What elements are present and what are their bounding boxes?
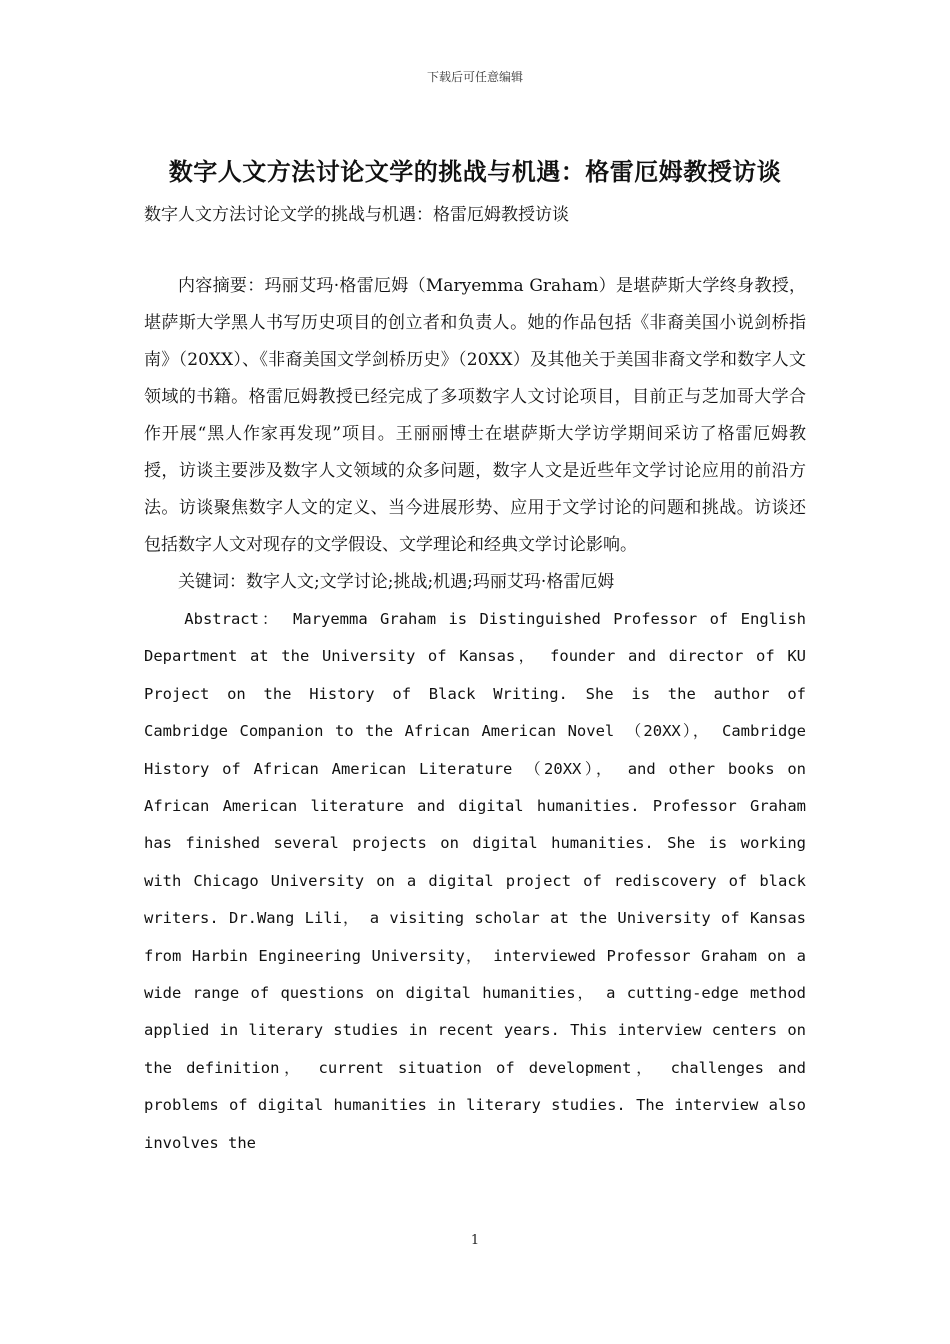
document-body — [144, 268, 806, 1162]
page-number: 1 — [470, 1233, 480, 1248]
document-title: 数字人文方法讨论文学的挑战与机遇：格雷厄姆教授访谈 — [168, 157, 782, 186]
keywords-zh: 关键词：数字人文;文学讨论;挑战;机遇;玛丽艾玛·格雷厄姆 — [178, 572, 615, 592]
document-subtitle: 数字人文方法讨论文学的挑战与机遇：格雷厄姆教授访谈 — [144, 205, 569, 225]
abstract-zh: 内容摘要：玛丽艾玛·格雷厄姆（Maryemma Graham）是堪萨斯大学终身教授，堪萨斯大学黑人书写历史项目的创立者和负责人。她的作品包括《非裔美国小说剑桥指南》（20XX）、《非裔美国文学剑桥历史》（20XX）及其他关于美国非裔文学和数字人文领域的书籍。格雷厄姆教授已经完成了多项数字人文讨论项目，目前正与芝加哥大学合作开展“黑人作家再发现”项目。王丽丽博士在堪萨斯大学访学期间采访了格雷厄姆教授，访谈主要涉及数字人文领域的众多问题，数字人文是近些年文学讨论应用的前沿方法。访谈聚焦数字人文的定义、当今进展形势、应用于文学讨论的问题和挑战。访谈还包括数字人文对现存的文学假设、文学理论和经典文学讨论影响。 — [144, 276, 806, 555]
header-note: 下载后可任意编辑 — [426, 70, 523, 84]
abstract-en: Abstract： Maryemma Graham is Distinguished Professor of English Department at the University of Kansas， founder and director of KU Project on the History of Black Writing. She is the author of Cambridge Companion to the African American Novel （20XX）， Cambridge History of African American Literature （20XX）， and other books on African American literature and digital humanities. Professor Graham has finished several projects on digital humanities. She is working with Chicago University on a digital project of rediscovery of black writers. Dr.Wang Lili， a visiting scholar at the University of Kansas from Harbin Engineering University， interviewed Professor Graham on a wide range of questions on digital humanities， a cutting-edge method applied in literary studies in recent years. This interview centers on the definition， current situation of development， challenges and problems of digital humanities in literary studies. The interview also involves the — [144, 610, 806, 1152]
